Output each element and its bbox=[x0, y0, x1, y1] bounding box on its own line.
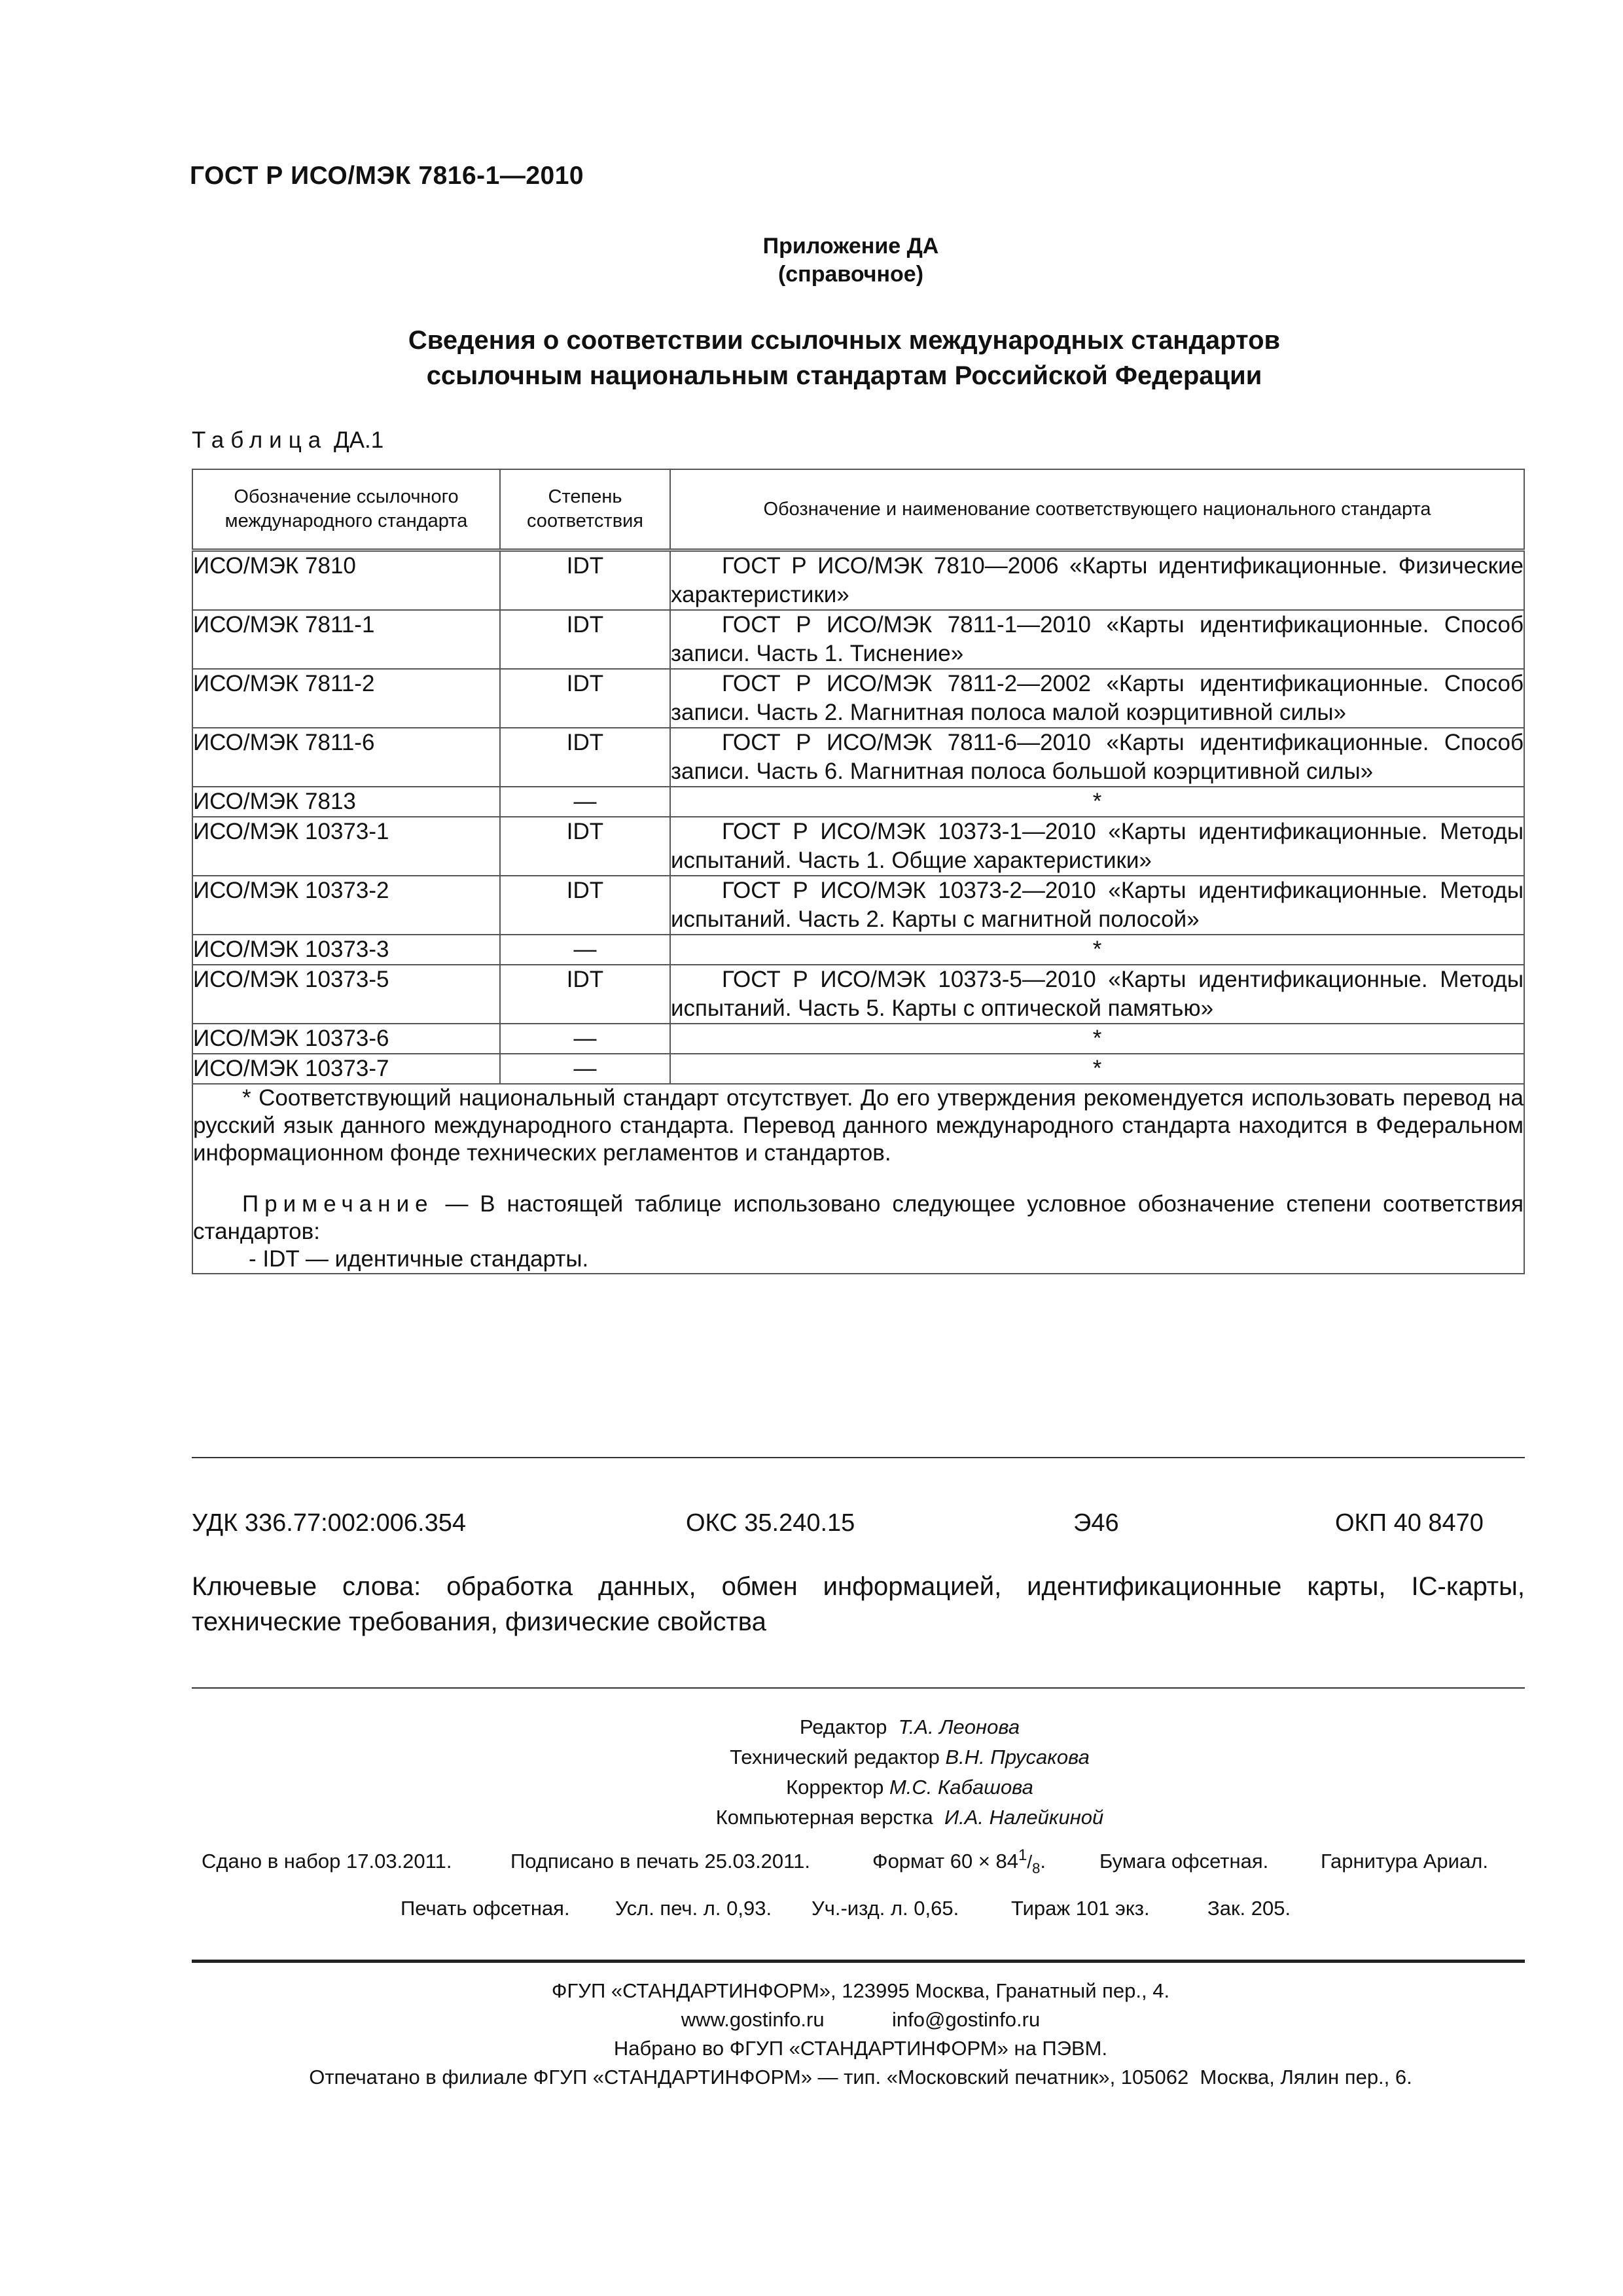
credits bbox=[589, 1712, 1230, 1833]
annex-type: (справочное) bbox=[777, 262, 924, 287]
degree-of-correspondence: IDT bbox=[500, 669, 670, 728]
national-standard-cell bbox=[670, 550, 1524, 611]
credit-role: Компьютерная верстка bbox=[715, 1806, 933, 1829]
print-zak: Зак. 205. bbox=[1207, 1897, 1291, 1920]
degree-of-correspondence: IDT bbox=[500, 550, 670, 611]
note-paragraph bbox=[193, 1191, 1524, 1246]
table-row bbox=[192, 817, 1524, 876]
degree-of-correspondence: IDT bbox=[500, 876, 670, 935]
national-standard-name: ГОСТ Р ИСО/МЭК 10373-2—2010 «Карты идентификационные. Методы испытаний. Часть 2. Карты с магнитной полосой» bbox=[671, 878, 1524, 932]
international-standard-id: ИСО/МЭК 7811-6 bbox=[192, 728, 500, 787]
national-standard-cell bbox=[670, 610, 1524, 669]
national-standard-cell bbox=[670, 876, 1524, 935]
divider-bottom bbox=[192, 1687, 1525, 1689]
print-paper: Бумага офсетная. bbox=[1099, 1850, 1269, 1873]
credit-proofreader bbox=[589, 1772, 1230, 1803]
table-row bbox=[192, 550, 1524, 611]
national-standard-name: ГОСТ Р ИСО/МЭК 7811-2—2002 «Карты идентификационные. Способ записи. Часть 2. Магнитная полоса малой коэрцитивной силы» bbox=[671, 671, 1524, 725]
header-international-standard: Обозначение ссылочного международного стандарта bbox=[192, 469, 500, 550]
print-font: Гарнитура Ариал. bbox=[1321, 1850, 1488, 1873]
divider-top bbox=[192, 1457, 1525, 1458]
degree-of-correspondence: IDT bbox=[500, 965, 670, 1024]
credit-tech-editor bbox=[589, 1742, 1230, 1772]
table-caption-word: Таблица bbox=[192, 427, 328, 453]
degree-of-correspondence: — bbox=[500, 787, 670, 817]
header-national-standard: Обозначение и наименование соответствующего национального стандарта bbox=[670, 469, 1524, 550]
national-standard-name: ГОСТ Р ИСО/МЭК 10373-1—2010 «Карты идентификационные. Методы испытаний. Часть 1. Общие характеристики» bbox=[671, 819, 1524, 873]
national-standard-name: ГОСТ Р ИСО/МЭК 7811-1—2010 «Карты идентификационные. Способ записи. Часть 1. Тиснение» bbox=[671, 612, 1524, 666]
correspondence-table bbox=[192, 469, 1525, 1274]
international-standard-id: ИСО/МЭК 7811-2 bbox=[192, 669, 500, 728]
degree-of-correspondence: — bbox=[500, 1024, 670, 1054]
print-sent: Сдано в набор 17.03.2011. bbox=[202, 1850, 452, 1873]
international-standard-id: ИСО/МЭК 10373-6 bbox=[192, 1024, 500, 1054]
credit-role: Технический редактор bbox=[730, 1746, 940, 1768]
e-code: Э46 bbox=[1073, 1509, 1119, 1537]
credit-layout bbox=[589, 1803, 1230, 1833]
print-uch: Уч.-изд. л. 0,65. bbox=[812, 1897, 959, 1920]
national-standard-cell bbox=[670, 817, 1524, 876]
print-format-frac-num: 1 bbox=[1018, 1846, 1027, 1864]
keywords: Ключевые слова: обработка данных, обмен информацией, идентификационные карты, IC-карты, технические требования, физические свойства bbox=[192, 1572, 1525, 1636]
degree-of-correspondence: IDT bbox=[500, 610, 670, 669]
credit-name: Т.А. Леонова bbox=[898, 1715, 1020, 1738]
table-row bbox=[192, 935, 1524, 965]
table-row bbox=[192, 876, 1524, 935]
national-standard-name: ГОСТ Р ИСО/МЭК 7811-6—2010 «Карты идентификационные. Способ записи. Часть 6. Магнитная полоса большой коэрцитивной силы» bbox=[671, 730, 1524, 784]
no-national-standard-mark: * bbox=[670, 1054, 1524, 1084]
international-standard-id: ИСО/МЭК 10373-7 bbox=[192, 1054, 500, 1084]
udk-code: УДК 336.77:002:006.354 bbox=[192, 1509, 466, 1537]
table-notes bbox=[192, 1084, 1524, 1274]
table-row bbox=[192, 1054, 1524, 1084]
print-format: Формат $60 \times 84^1/_8$. bbox=[872, 1846, 1046, 1876]
credit-name: М.С. Кабашова bbox=[889, 1776, 1033, 1799]
no-national-standard-mark: * bbox=[670, 1024, 1524, 1054]
section-title-line-1: Сведения о соответствии ссылочных международных стандартов bbox=[408, 326, 1281, 355]
degree-of-correspondence: IDT bbox=[500, 728, 670, 787]
international-standard-id: ИСО/МЭК 7811-1 bbox=[192, 610, 500, 669]
table-row bbox=[192, 610, 1524, 669]
international-standard-id: ИСО/МЭК 7813 bbox=[192, 787, 500, 817]
table-row bbox=[192, 965, 1524, 1024]
national-standard-cell bbox=[670, 669, 1524, 728]
note-label: Примечание bbox=[242, 1191, 434, 1217]
note-legend: - IDT — идентичные стандарты. bbox=[249, 1246, 589, 1272]
international-standard-id: ИСО/МЭК 10373-1 bbox=[192, 817, 500, 876]
publisher-info bbox=[196, 1977, 1525, 2092]
print-format-frac-den: 8 bbox=[1032, 1860, 1041, 1876]
publisher-email: info@gostinfo.ru bbox=[891, 2008, 1041, 2031]
oks-code: ОКС 35.240.15 bbox=[686, 1509, 855, 1537]
header-degree: Степень соответствия bbox=[500, 469, 670, 550]
table-row bbox=[192, 1024, 1524, 1054]
national-standard-cell bbox=[670, 728, 1524, 787]
international-standard-id: ИСО/МЭК 7810 bbox=[192, 550, 500, 611]
publisher-typeset: Набрано во ФГУП «СТАНДАРТИНФОРМ» на ПЭВМ. bbox=[613, 2037, 1108, 2060]
no-national-standard-mark: * bbox=[670, 787, 1524, 817]
publisher-address: ФГУП «СТАНДАРТИНФОРМ», 123995 Москва, Гранатный пер., 4. bbox=[551, 1979, 1170, 2002]
credit-editor bbox=[589, 1712, 1230, 1742]
publisher-site: www.gostinfo.ru bbox=[681, 2008, 825, 2031]
print-tirazh: Тираж 101 экз. bbox=[1011, 1897, 1150, 1920]
degree-of-correspondence: — bbox=[500, 935, 670, 965]
credit-name: В.Н. Прусакова bbox=[945, 1746, 1090, 1768]
footnote-text: * Соответствующий национальный стандарт отсутствует. До его утверждения рекомендуется использовать перевод на русский язык данного международного стандарта. Перевод данного международного стандарта находится в Федеральном информационном фонде технических регламентов и стандартов. bbox=[193, 1085, 1524, 1166]
national-standard-name: ГОСТ Р ИСО/МЭК 7810—2006 «Карты идентификационные. Физические характеристики» bbox=[671, 553, 1524, 607]
no-national-standard-mark: * bbox=[670, 935, 1524, 965]
credit-role: Редактор bbox=[799, 1715, 887, 1738]
table-row bbox=[192, 728, 1524, 787]
note-text: — В настоящей таблице использовано следующее условное обозначение степени соответствия стандартов: bbox=[193, 1191, 1524, 1244]
table-row bbox=[192, 787, 1524, 817]
print-format-label: Формат 60 × 84 bbox=[872, 1850, 1019, 1873]
international-standard-id: ИСО/МЭК 10373-5 bbox=[192, 965, 500, 1024]
print-usl: Усл. печ. л. 0,93. bbox=[615, 1897, 772, 1920]
table-row bbox=[192, 669, 1524, 728]
degree-of-correspondence: IDT bbox=[500, 817, 670, 876]
degree-of-correspondence: — bbox=[500, 1054, 670, 1084]
table-caption bbox=[192, 427, 383, 454]
table-notes-row bbox=[192, 1084, 1524, 1274]
national-standard-name: ГОСТ Р ИСО/МЭК 10373-5—2010 «Карты идентификационные. Методы испытаний. Часть 5. Карты с оптической памятью» bbox=[671, 967, 1524, 1021]
section-title-line-2: ссылочным национальным стандартам Российской Федерации bbox=[426, 361, 1262, 390]
document-id: ГОСТ Р ИСО/МЭК 7816-1—2010 bbox=[190, 162, 584, 190]
publisher-contacts bbox=[196, 2005, 1525, 2034]
national-standard-cell bbox=[670, 965, 1524, 1024]
publisher-printed: Отпечатано в филиале ФГУП «СТАНДАРТИНФОРМ» — тип. «Московский печатник», 105062 Москва, Лялин пер., 6. bbox=[309, 2066, 1412, 2089]
international-standard-id: ИСО/МЭК 10373-3 bbox=[192, 935, 500, 965]
print-method: Печать офсетная. bbox=[401, 1897, 570, 1920]
divider-thick bbox=[192, 1960, 1525, 1963]
annex-title: Приложение ДА bbox=[762, 234, 939, 259]
credit-role: Корректор bbox=[786, 1776, 884, 1799]
table-caption-number: ДА.1 bbox=[333, 427, 384, 453]
print-signed: Подписано в печать 25.03.2011. bbox=[510, 1850, 810, 1873]
table-header-row bbox=[192, 469, 1524, 550]
okp-code: ОКП 40 8470 bbox=[1335, 1509, 1484, 1537]
international-standard-id: ИСО/МЭК 10373-2 bbox=[192, 876, 500, 935]
credit-name: И.А. Налейкиной bbox=[944, 1806, 1104, 1829]
